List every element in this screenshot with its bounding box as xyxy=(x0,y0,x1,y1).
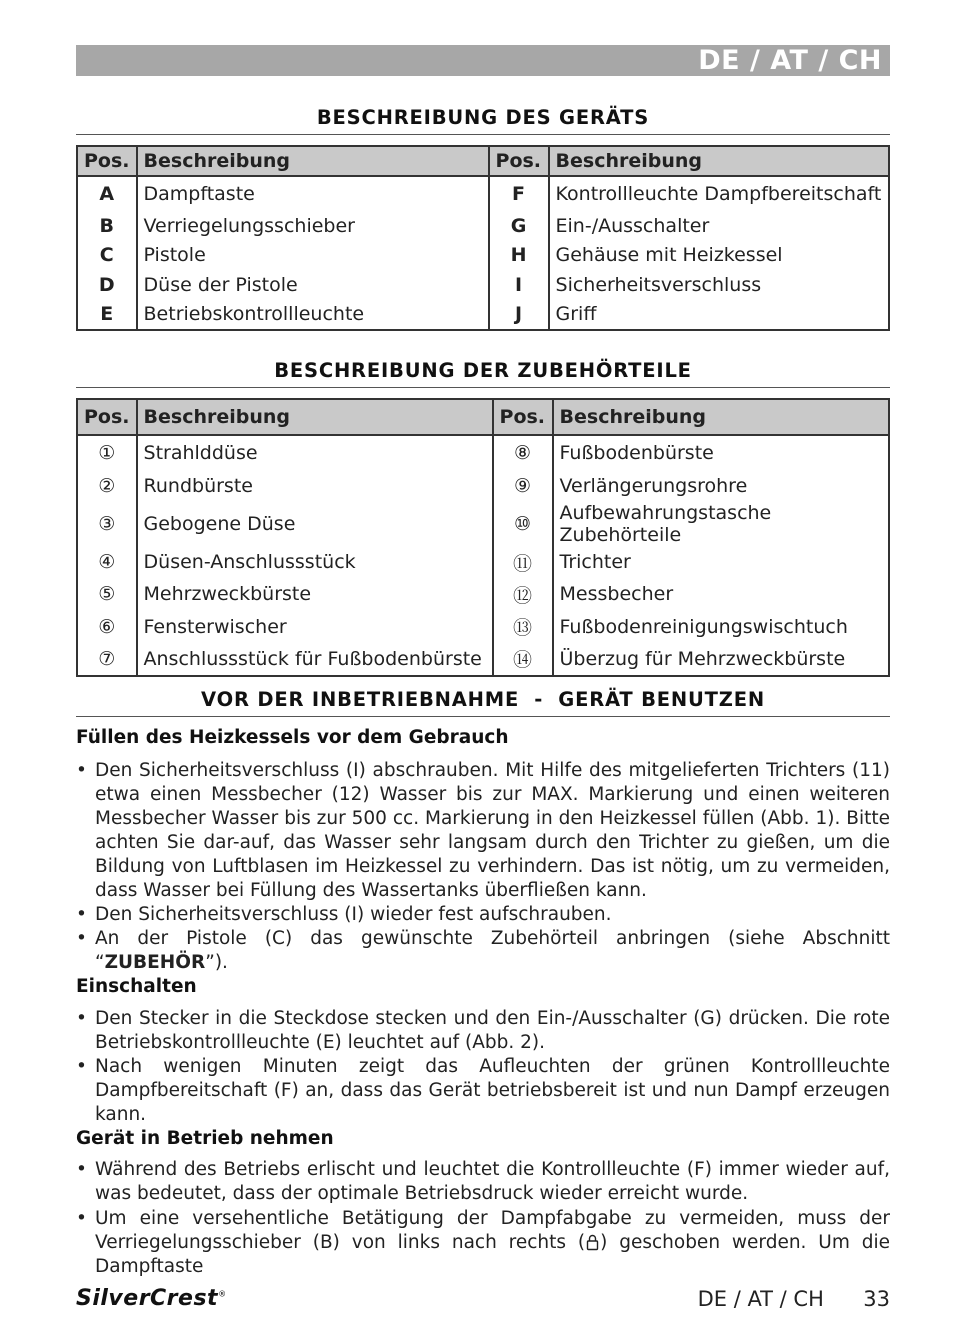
brand-logo xyxy=(76,1286,227,1311)
pos-cell: A xyxy=(77,176,137,211)
list-item xyxy=(76,1158,890,1206)
bullet-text-part: ) geschoben werden. Um die Dampftaste xyxy=(95,1232,890,1277)
bullet-dot: • xyxy=(76,1008,87,1029)
desc-cell: Sicherheitsverschluss xyxy=(549,270,889,300)
list-item xyxy=(76,927,890,975)
pos-cell: ⑤ xyxy=(77,578,137,610)
pos-cell: ③ xyxy=(77,502,137,546)
divider xyxy=(76,387,890,388)
bullet-text-part: ”). xyxy=(205,952,228,973)
page-number: 33 xyxy=(863,1287,890,1311)
bullet-text: Den Stecker in die Steckdose stecken und den Ein-/Ausschalter (G) drücken. Die rote Betriebskontrollleuchte (E) leuchtet auf (Abb. 2). xyxy=(95,1008,890,1053)
pos-cell: ⑩ xyxy=(493,502,553,546)
footer-page-info xyxy=(698,1287,890,1311)
desc-cell: Düsen-Anschlussstück xyxy=(137,546,493,578)
list-item xyxy=(76,1007,890,1055)
bullet-dot: • xyxy=(76,1159,87,1180)
pos-cell: ⑪ xyxy=(493,546,553,578)
pos-cell: ⑧ xyxy=(493,435,553,470)
desc-cell: Pistole xyxy=(137,241,489,271)
desc-cell: Betriebskontrollleuchte xyxy=(137,300,489,331)
table-header-row xyxy=(77,399,889,435)
table-row xyxy=(77,300,889,331)
desc-cell: Mehrzweckbürste xyxy=(137,578,493,610)
pos-cell: H xyxy=(489,241,549,271)
bullet-text: Den Sicherheitsverschluss (I) abschrauben. Mit Hilfe des mitgelieferten Trichters (11) etwa einen Messbecher (12) Wasser bis zur MAX. Markierung und einen weiteren Messbecher Wasser bis zur 500 cc. Markierung in den Heizkessel füllen (Abb. 1). Bitte achten Sie dar-auf, das Wasser sehr langsam durch den Trichter zu gießen, um die Bildung von Luftblasen im Heizkessel zu verhindern. Das ist nötig, um zu vermeiden, dass Wasser bei Füllung des Wassertanks überfließen kann. xyxy=(95,760,890,901)
desc-cell: Überzug für Mehrzweckbürste xyxy=(553,643,889,676)
table-row xyxy=(77,435,889,470)
pos-cell: ⑦ xyxy=(77,643,137,676)
lock-icon xyxy=(586,1233,599,1251)
divider xyxy=(76,134,890,135)
list-item xyxy=(76,1207,890,1279)
col-header: Beschreibung xyxy=(549,146,889,176)
desc-cell: Gebogene Düse xyxy=(137,502,493,546)
pos-cell: E xyxy=(77,300,137,331)
pos-cell: J xyxy=(489,300,549,331)
desc-cell: Trichter xyxy=(553,546,889,578)
desc-cell: Fensterwischer xyxy=(137,611,493,643)
accessories-table xyxy=(76,398,890,677)
header-bar xyxy=(76,45,890,76)
bullet-text xyxy=(95,1207,890,1279)
footer-locale: DE / AT / CH xyxy=(697,1287,824,1311)
table-row xyxy=(77,176,889,211)
table-row xyxy=(77,611,889,643)
pos-cell: I xyxy=(489,270,549,300)
col-header: Beschreibung xyxy=(553,399,889,435)
desc-cell: Düse der Pistole xyxy=(137,270,489,300)
pos-cell: ② xyxy=(77,470,137,502)
col-header: Pos. xyxy=(77,399,137,435)
desc-cell: Kontrollleuchte Dampfbereitschaft xyxy=(549,176,889,211)
table-row xyxy=(77,211,889,241)
bullet-dot: • xyxy=(76,760,87,781)
table-row xyxy=(77,578,889,610)
col-header: Beschreibung xyxy=(137,146,489,176)
section-reference: ZUBEHÖR xyxy=(104,952,206,973)
pos-cell: B xyxy=(77,211,137,241)
pos-cell: ⑨ xyxy=(493,470,553,502)
usage-heading: VOR DER INBETRIEBNAHME - GERÄT BENUTZEN xyxy=(201,688,765,711)
fill-title: Füllen des Heizkessels vor dem Gebrauch xyxy=(76,727,509,748)
run-title: Gerät in Betrieb nehmen xyxy=(76,1128,334,1149)
list-item xyxy=(76,903,890,927)
pos-cell: G xyxy=(489,211,549,241)
col-header: Pos. xyxy=(77,146,137,176)
pos-cell: ④ xyxy=(77,546,137,578)
table-row xyxy=(77,270,889,300)
col-header: Pos. xyxy=(493,399,553,435)
list-item xyxy=(76,759,890,903)
pos-cell: ⑬ xyxy=(493,611,553,643)
pos-cell: F xyxy=(489,176,549,211)
brand-name: SilverCrest xyxy=(76,1286,219,1311)
table-row xyxy=(77,241,889,271)
desc-cell: Rundbürste xyxy=(137,470,493,502)
device-table xyxy=(76,145,890,331)
col-header: Pos. xyxy=(489,146,549,176)
desc-cell: Verlängerungsrohre xyxy=(553,470,889,502)
desc-cell: Messbecher xyxy=(553,578,889,610)
bullet-text-part: Um eine versehentliche Betätigung der Dampfabgabe zu vermeiden, muss der Verriegelungsschieber (B) von links nach rechts ( xyxy=(95,1208,890,1253)
bullet-dot: • xyxy=(76,1208,87,1229)
pos-cell: ① xyxy=(77,435,137,470)
bullet-text-part: An der Pistole (C) das gewünschte Zubehörteil anbringen (siehe Abschnitt “ xyxy=(95,928,890,973)
table-row xyxy=(77,470,889,502)
desc-cell: Anschlussstück für Fußbodenbürste xyxy=(137,643,493,676)
pos-cell: D xyxy=(77,270,137,300)
bullet-dot: • xyxy=(76,928,87,949)
on-title: Einschalten xyxy=(76,976,197,997)
registered-mark: ® xyxy=(218,1289,227,1299)
divider xyxy=(76,716,890,717)
pos-cell: ⑭ xyxy=(493,643,553,676)
table-row xyxy=(77,546,889,578)
desc-cell: Gehäuse mit Heizkessel xyxy=(549,241,889,271)
desc-cell: Fußbodenreinigungswischtuch xyxy=(553,611,889,643)
pos-cell: ⑥ xyxy=(77,611,137,643)
desc-cell: Strahlddüse xyxy=(137,435,493,470)
list-item xyxy=(76,1055,890,1127)
col-header: Beschreibung xyxy=(137,399,493,435)
desc-cell: Aufbewahrungstasche Zubehörteile xyxy=(553,502,889,546)
desc-cell: Griff xyxy=(549,300,889,331)
table-row xyxy=(77,502,889,546)
desc-cell: Fußbodenbürste xyxy=(553,435,889,470)
pos-cell: ⑫ xyxy=(493,578,553,610)
desc-cell: Ein-/Ausschalter xyxy=(549,211,889,241)
desc-cell: Dampftaste xyxy=(137,176,489,211)
pos-cell: C xyxy=(77,241,137,271)
bullet-dot: • xyxy=(76,904,87,925)
accessories-heading: BESCHREIBUNG DER ZUBEHÖRTEILE xyxy=(274,359,692,382)
bullet-text: Den Sicherheitsverschluss (I) wieder fest aufschrauben. xyxy=(95,904,612,925)
bullet-text: Während des Betriebs erlischt und leuchtet die Kontrollleuchte (F) immer wieder auf, was bedeutet, dass der optimale Betriebsdruck wieder erreicht wurde. xyxy=(95,1159,890,1204)
table-row xyxy=(77,643,889,676)
bullet-text: Nach wenigen Minuten zeigt das Aufleuchten der grünen Kontrollleuchte Dampfbereitschaft (F) an, dass das Gerät betriebsbereit ist und nun Dampf erzeugen kann. xyxy=(95,1056,890,1125)
device-heading: BESCHREIBUNG DES GERÄTS xyxy=(316,106,650,129)
desc-cell: Verriegelungsschieber xyxy=(137,211,489,241)
table-header-row xyxy=(77,146,889,176)
bullet-dot: • xyxy=(76,1056,87,1077)
bullet-text xyxy=(95,927,890,975)
header-title: DE / AT / CH xyxy=(698,45,882,76)
